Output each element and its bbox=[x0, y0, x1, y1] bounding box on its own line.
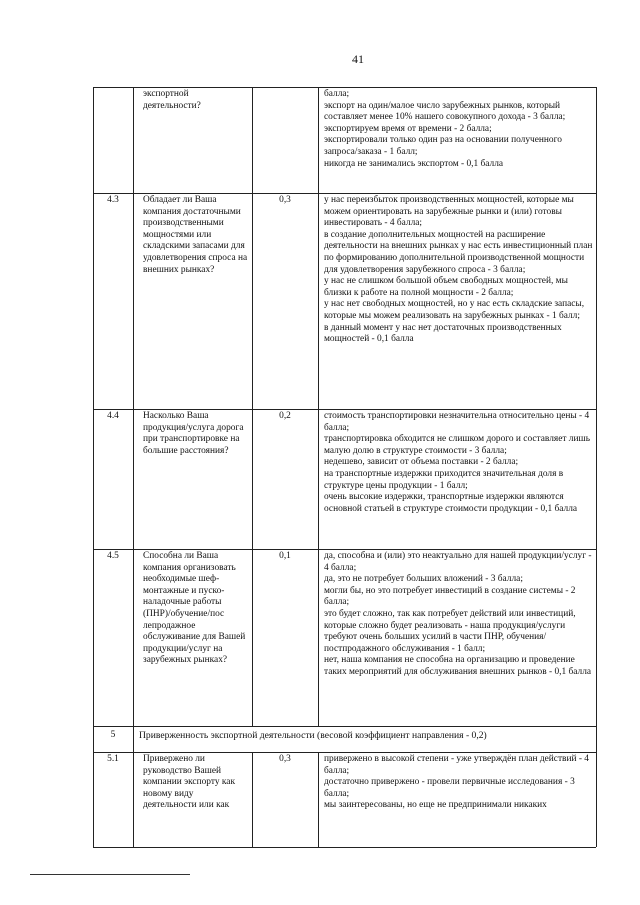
answer-option: у нас переизбыток производственных мощностей, которые мы можем ориентировать на зарубежные рынки и (или) готовы инвестировать - 4 балла; bbox=[324, 195, 574, 229]
weight-value: 0,2 bbox=[279, 411, 291, 421]
answer-option: это будет сложно, так как потребует действий или инвестиций, которые сложно будет реализовать - наша продукция/услуги требуют очень больших усилий в части ПНР, обучения/постпродажного обслуживания - 1 балл; bbox=[324, 608, 576, 654]
answer-option: да, способна и (или) это неактуально для нашей продукции/услуг - 4 балла; bbox=[324, 551, 592, 573]
answer-option: никогда не занимались экспортом - 0,1 балла bbox=[324, 158, 504, 169]
question-text: Обладает ли Ваша компания достаточными производственными мощностями или складскими запасами для удовлетворения спроса на внешних рынках? bbox=[143, 195, 248, 275]
answer-option: балла; bbox=[324, 89, 350, 99]
table-row bbox=[93, 87, 596, 193]
answer-option: в создание дополнительных мощностей на расширение деятельности на внешних рынках у нас есть инвестиционный план по формированию дополнительной производственной мощности для удовлетворения зарубежного спроса - 3 балла; bbox=[324, 229, 593, 275]
answer-option: нет, наша компания не способна на организацию и проведение таких мероприятий для обслуживания внешних рынков - 0,1 балла bbox=[324, 655, 592, 677]
weight-value: 0,3 bbox=[279, 195, 291, 205]
row-divider bbox=[93, 752, 596, 753]
table-row bbox=[93, 409, 596, 549]
answer-option: у нас не слишком большой объем свободных мощностей, мы близки к работе на полной мощности - 2 балла; bbox=[324, 276, 568, 298]
answer-options bbox=[318, 87, 596, 170]
question-text: Способна ли Ваша компания организовать необходимые шеф-монтажные и пуско-наладочные работы (ПНР)/обучение/пос лепродажное обслуживание для Вашей продукции/услуг на зарубежных рынках? bbox=[143, 551, 246, 666]
answer-options bbox=[318, 193, 596, 346]
page-number: 41 bbox=[352, 52, 364, 66]
answer-option: экспортировали только один раз на основании полученного запроса/заказа - 1 балл; bbox=[324, 135, 562, 157]
row-divider bbox=[93, 726, 596, 727]
weight-value: 0,3 bbox=[279, 754, 291, 764]
section-header-row bbox=[93, 726, 596, 752]
column-divider bbox=[318, 87, 319, 726]
answer-option: у нас нет свободных мощностей, но у нас есть складские запасы, которые мы можем реализовать на зарубежных рынках - 1 балл; bbox=[324, 299, 585, 321]
row-number: 5.1 bbox=[107, 754, 119, 764]
row-divider bbox=[93, 409, 596, 410]
column-divider bbox=[318, 752, 319, 847]
row-number: 4.4 bbox=[107, 411, 119, 421]
section-number: 5 bbox=[110, 730, 116, 740]
weight-value: 0,1 bbox=[279, 551, 291, 561]
answer-option: в данный момент у нас нет достаточных производственных мощностей - 0,1 балла bbox=[324, 322, 562, 345]
answer-option: стоимость транспортировки незначительна относительно цены - 4 балла; bbox=[324, 411, 590, 433]
answer-option: транспортировка обходится не слишком дорого и составляет лишь малую долю в структуре стоимости - 3 балла; bbox=[324, 434, 590, 456]
answer-option: недешево, зависит от объема поставки - 2 балла; bbox=[324, 457, 519, 468]
answer-option: на транспортные издержки приходится значительная доля в структуре цены продукции - 1 балл; bbox=[324, 468, 564, 491]
question-text: экспортной деятельности? bbox=[143, 89, 201, 111]
answer-option: экспортируем время от времени - 2 балла; bbox=[324, 123, 492, 134]
table-border bbox=[93, 87, 596, 88]
table-row bbox=[93, 549, 596, 726]
answer-option: экспорт на один/малое число зарубежных рынков, который составляет менее 10% нашего совокупного дохода - 3 балла; bbox=[324, 100, 566, 123]
column-divider bbox=[93, 87, 94, 847]
answer-options bbox=[318, 752, 596, 812]
column-divider bbox=[133, 87, 134, 847]
column-divider bbox=[252, 87, 253, 726]
column-divider bbox=[596, 87, 597, 847]
answer-option: да, это не потребует больших вложений - 3 балла; bbox=[324, 574, 523, 585]
row-divider bbox=[93, 549, 596, 550]
question-text: Привержено ли руководство Вашей компании экспорту как новому виду деятельности или как bbox=[143, 754, 235, 811]
question-text: Насколько Ваша продукция/услуга дорога при транспортировке на большие расстояния? bbox=[143, 411, 244, 456]
column-divider bbox=[252, 752, 253, 847]
table-border bbox=[93, 847, 596, 848]
answer-option: мы заинтересованы, но еще не предпринимали никаких bbox=[324, 800, 547, 811]
table-row bbox=[93, 193, 596, 409]
answer-option: достаточно привержено - провели первичные исследования - 3 балла; bbox=[324, 777, 575, 799]
answer-options bbox=[318, 549, 596, 679]
row-divider bbox=[93, 193, 596, 194]
answer-option: могли бы, но это потребует инвестиций в создание системы - 2 балла; bbox=[324, 585, 576, 608]
footnote-separator bbox=[30, 874, 190, 875]
section-title: Приверженность экспортной деятельности (весовой коэффициент направления - 0,2) bbox=[139, 730, 487, 741]
answer-option: очень высокие издержки, транспортные издержки являются основной статьей в структуре стоимости продукции - 0,1 балла bbox=[324, 492, 578, 514]
table-row bbox=[93, 752, 596, 847]
answer-options bbox=[318, 409, 596, 515]
row-number: 4.5 bbox=[107, 551, 119, 561]
answer-option: привержено в высокой степени - уже утверждён план действий - 4 балла; bbox=[324, 754, 589, 776]
row-number: 4.3 bbox=[107, 195, 119, 205]
